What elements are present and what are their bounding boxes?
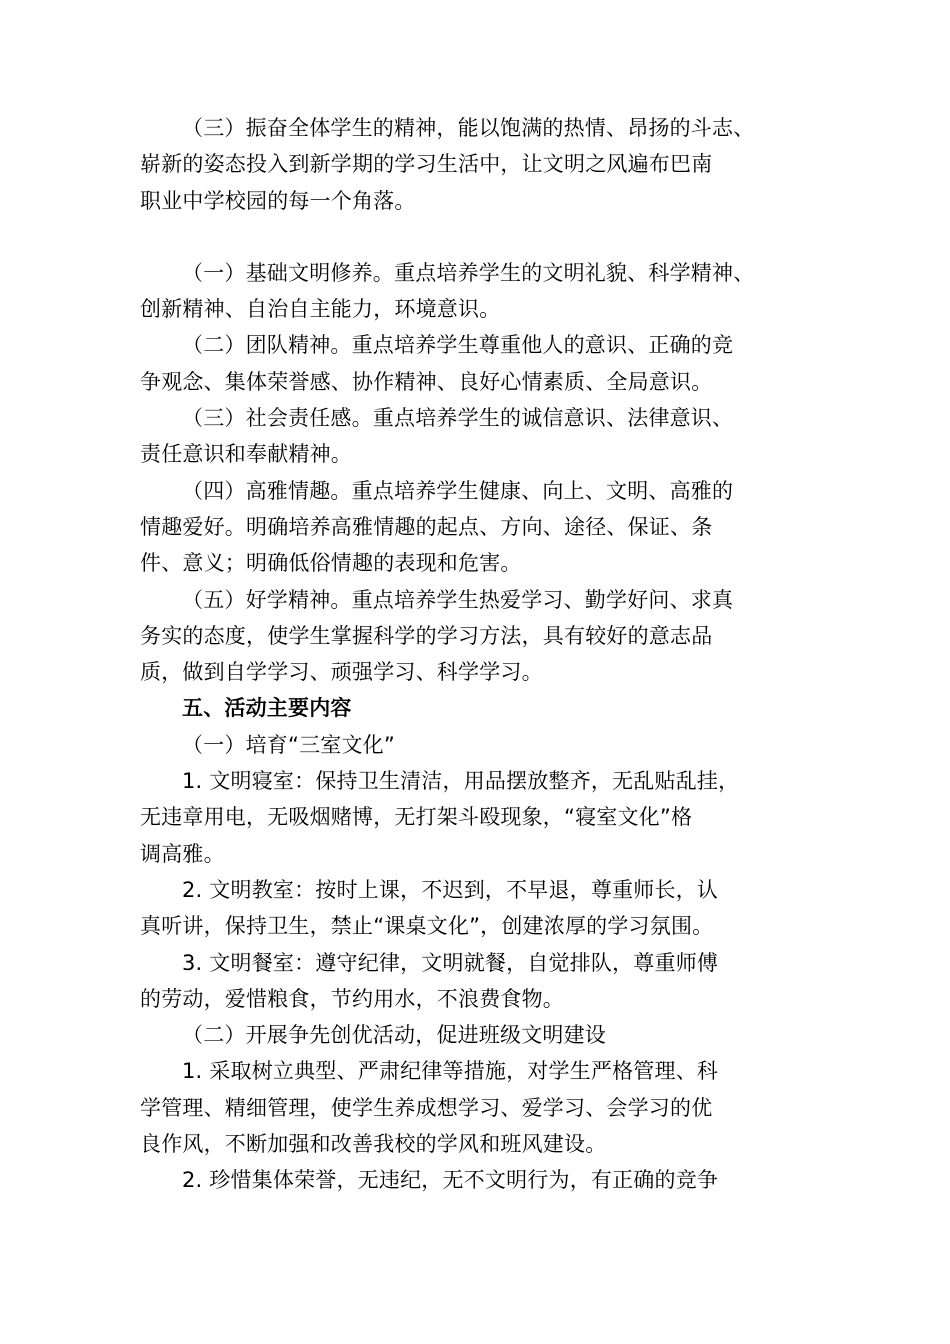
text-line: 创新精神、自治自主能力，环境意识。 xyxy=(140,297,501,322)
text-line: 1. 采取树立典型、严肃纪律等措施，对学生严格管理、科 xyxy=(182,1059,719,1084)
text-line: 崭新的姿态投入到新学期的学习生活中，让文明之风遍布巴南 xyxy=(140,152,713,177)
list-item-classroom xyxy=(140,872,840,945)
heading-text: （二）开展争先创优活动，促进班级文明建设 xyxy=(182,1023,606,1048)
text-line: 件、意义；明确低俗情趣的表现和危害。 xyxy=(140,551,522,576)
heading-text: （一）培育“三室文化” xyxy=(182,732,395,757)
text-line: 2. 珍惜集体荣誉，无违纪，无不文明行为，有正确的竞争 xyxy=(182,1168,719,1193)
text-line: 调高雅。 xyxy=(140,841,225,866)
text-line: 3. 文明餐室：遵守纪律，文明就餐，自觉排队，尊重师傅 xyxy=(182,950,719,975)
list-item-honor xyxy=(140,1162,840,1198)
text-line: 务实的态度，使学生掌握科学的学习方法，具有较好的意志品 xyxy=(140,623,713,648)
text-line: （三）振奋全体学生的精神，能以饱满的热情、昂扬的斗志、 xyxy=(182,116,755,140)
text-line: 2. 文明教室：按时上课，不迟到，不早退，尊重师长，认 xyxy=(182,877,719,902)
list-item-management xyxy=(140,1053,840,1162)
text-line: 情趣爱好。明确培养高雅情趣的起点、方向、途径、保证、条 xyxy=(140,514,713,539)
text-line: （二）团队精神。重点培养学生尊重他人的意识、正确的竞 xyxy=(182,333,734,358)
text-line: 责任意识和奉献精神。 xyxy=(140,442,352,467)
subsection-heading-2 xyxy=(140,1017,840,1053)
paragraph-goal-2 xyxy=(140,327,840,400)
paragraph-intro-3 xyxy=(140,110,840,219)
paragraph-gap xyxy=(140,219,840,255)
paragraph-goal-5 xyxy=(140,582,840,691)
text-line: 真听讲，保持卫生，禁止“课桌文化”，创建浓厚的学习氛围。 xyxy=(140,914,714,939)
list-item-canteen xyxy=(140,945,840,1018)
heading-text: 五、活动主要内容 xyxy=(182,696,352,721)
subsection-heading-1 xyxy=(140,727,840,763)
document-page xyxy=(140,110,840,1199)
text-line: （一）基础文明修养。重点培养学生的文明礼貌、科学精神、 xyxy=(182,260,755,285)
text-line: 良作风，不断加强和改善我校的学风和班风建设。 xyxy=(140,1132,607,1157)
text-line: （五）好学精神。重点培养学生热爱学习、勤学好问、求真 xyxy=(182,587,734,612)
paragraph-goal-1 xyxy=(140,255,840,328)
paragraph-goal-4 xyxy=(140,473,840,582)
text-line: 质，做到自学学习、顽强学习、科学学习。 xyxy=(140,660,543,685)
text-line: 的劳动，爱惜粮食，节约用水，不浪费食物。 xyxy=(140,986,564,1011)
text-line: 学管理、精细管理，使学生养成想学习、爱学习、会学习的优 xyxy=(140,1095,713,1120)
text-line: （四）高雅情趣。重点培养学生健康、向上、文明、高雅的 xyxy=(182,478,734,503)
paragraph-goal-3 xyxy=(140,400,840,473)
text-line: 无违章用电，无吸烟赌博，无打架斗殴现象，“寝室文化”格 xyxy=(140,805,693,830)
text-line: 1. 文明寝室：保持卫生清洁，用品摆放整齐，无乱贴乱挂， xyxy=(182,769,740,794)
text-line: 职业中学校园的每一个角落。 xyxy=(140,188,416,213)
text-line: 争观念、集体荣誉感、协作精神、良好心情素质、全局意识。 xyxy=(140,369,713,394)
list-item-dorm xyxy=(140,763,840,872)
text-line: （三）社会责任感。重点培养学生的诚信意识、法律意识、 xyxy=(182,406,734,431)
section-heading xyxy=(140,690,840,726)
